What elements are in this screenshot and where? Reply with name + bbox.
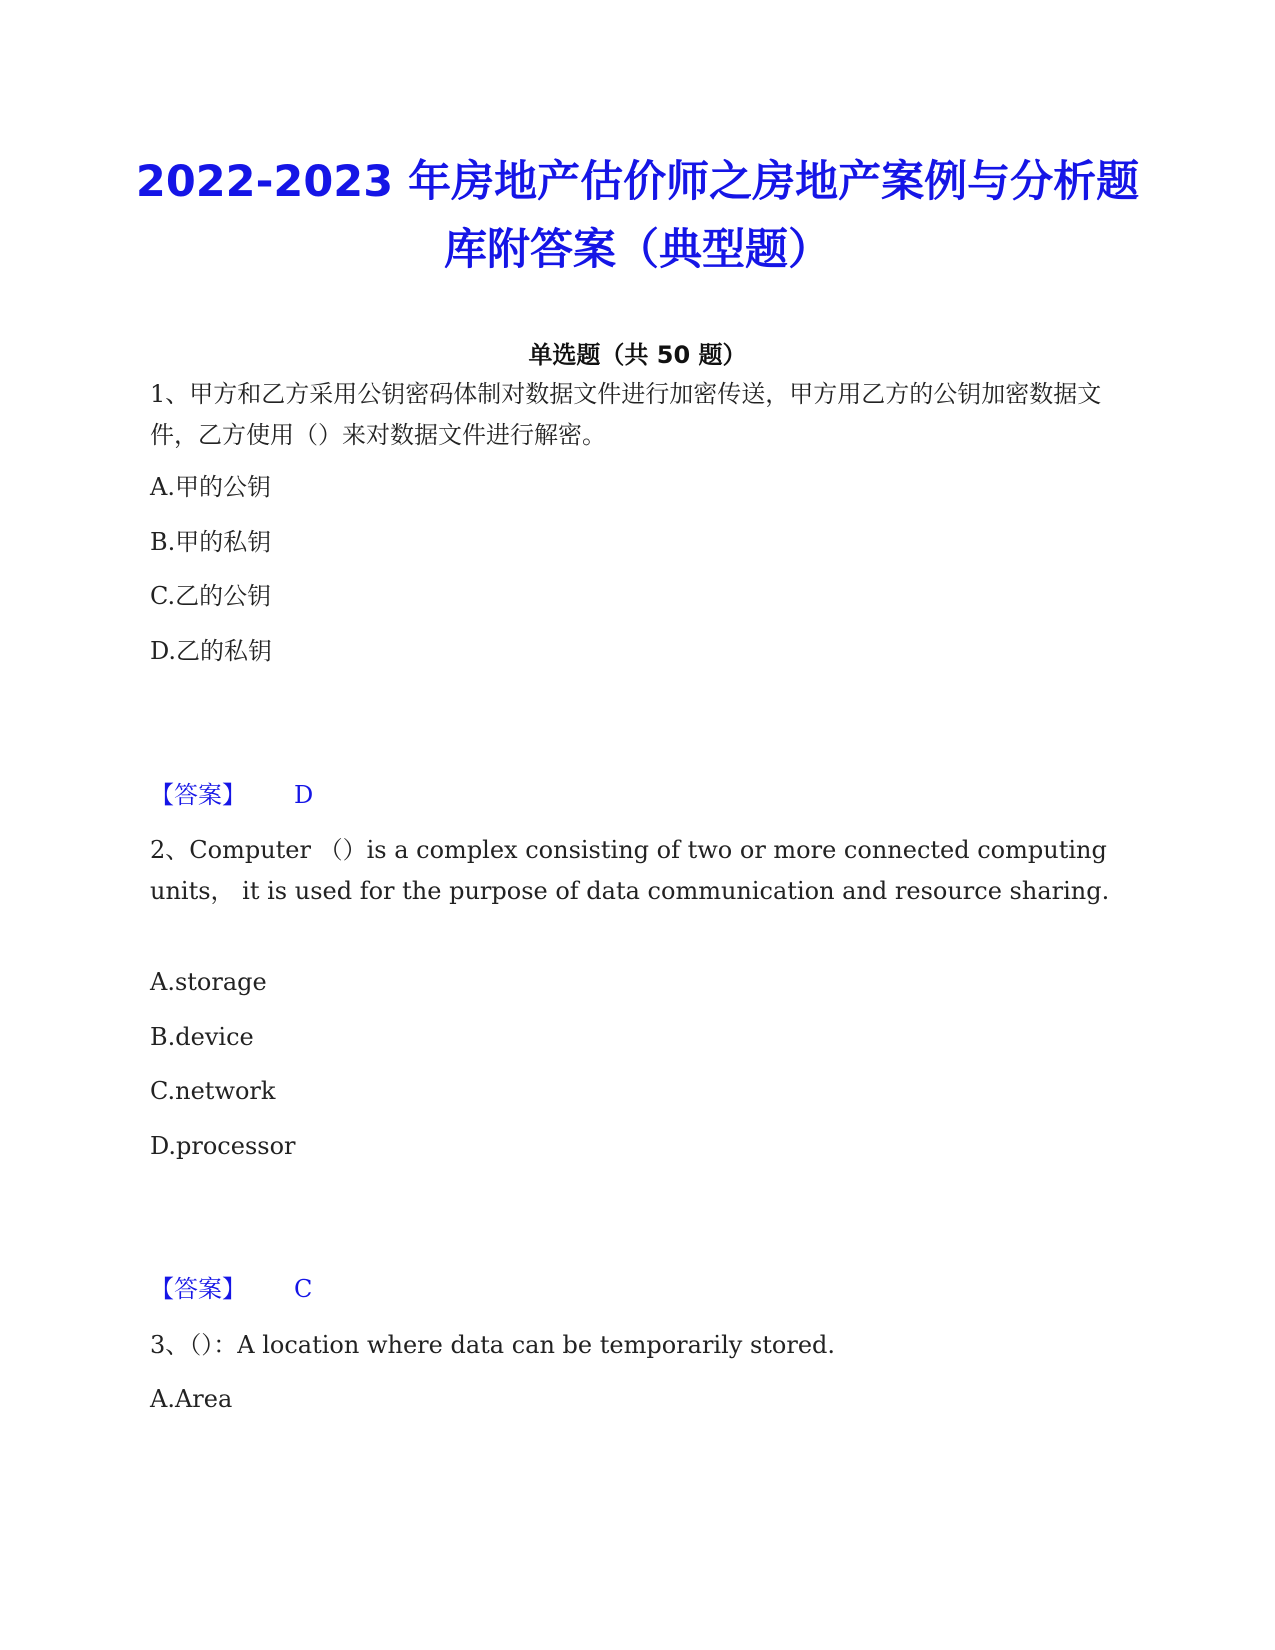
question-2-answer (150, 1274, 312, 1304)
question-2-text: 2、Computer （）is a complex consisting of two or more connected computing units， it is used for the purpose of data communication and resource sharing. (150, 836, 1110, 905)
answer-value: D (294, 781, 314, 809)
question-3-text: 3、（）：A location where data can be temporarily stored. (150, 1331, 836, 1359)
question-1-option-a: A.甲的公钥 (150, 473, 271, 501)
question-1-option-c: C.乙的公钥 (150, 582, 272, 610)
question-1-answer (150, 780, 313, 810)
answer-label: 【答案】 (150, 781, 246, 809)
question-2-option-d: D.processor (150, 1132, 296, 1160)
section-heading: 单选题（共 50 题） (528, 341, 747, 369)
answer-label: 【答案】 (150, 1275, 246, 1303)
question-1-option-d: D.乙的私钥 (150, 637, 273, 665)
answer-value: C (294, 1275, 313, 1303)
question-2-option-b: B.device (150, 1023, 254, 1051)
question-2-option-c: C.network (150, 1077, 276, 1105)
question-1-text: 1、甲方和乙方采用公钥密码体制对数据文件进行加密传送，甲方用乙方的公钥加密数据文件，乙方使用（）来对数据文件进行解密。 (150, 380, 1102, 449)
document-title: 2022-2023 年房地产估价师之房地产案例与分析题库附答案（典型题） (135, 157, 1140, 275)
question-2-option-a: A.storage (150, 968, 267, 996)
question-1-option-b: B.甲的私钥 (150, 528, 272, 556)
question-3-option-a: A.Area (150, 1385, 233, 1413)
